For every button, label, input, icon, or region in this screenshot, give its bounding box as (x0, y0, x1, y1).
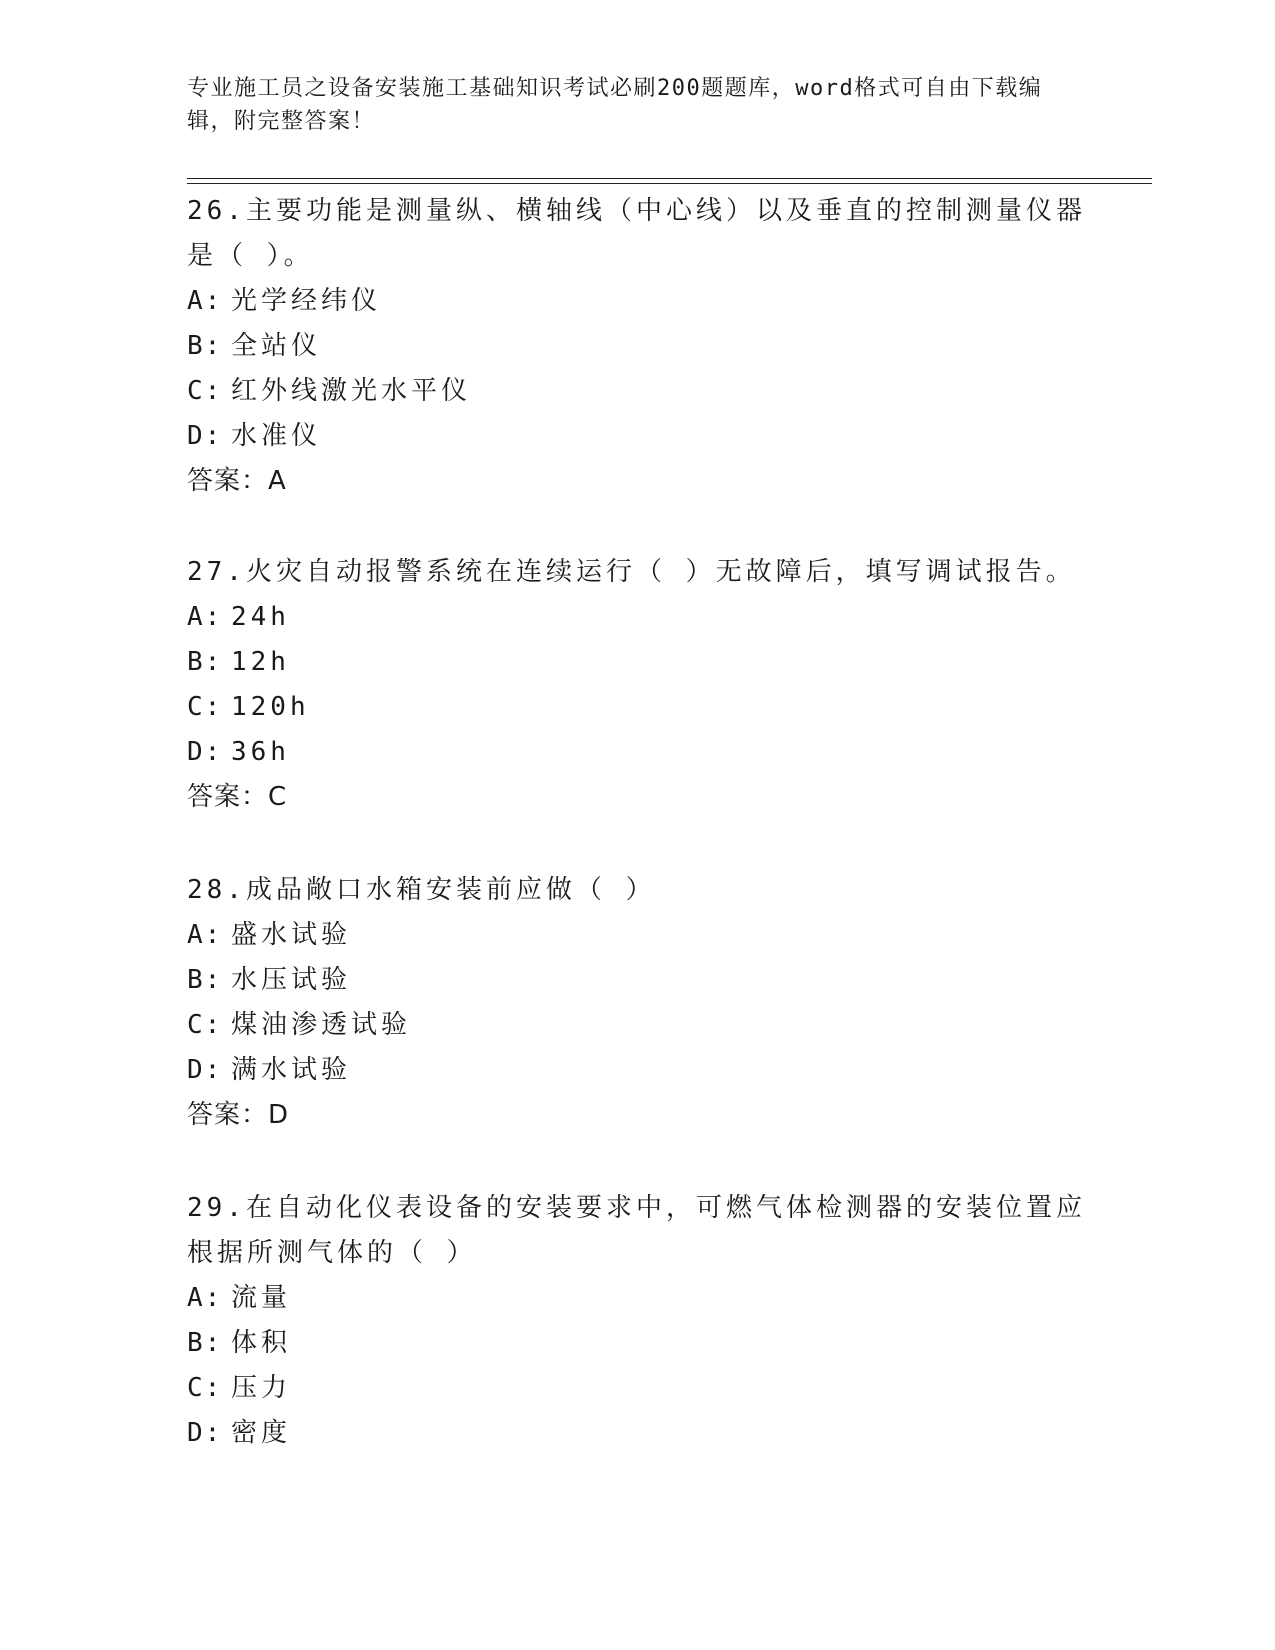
option-b (187, 640, 1087, 685)
header-divider-top (187, 178, 1152, 179)
option-d (187, 730, 1087, 775)
option-letter: A: (187, 286, 223, 316)
question-29 (187, 1186, 1087, 1456)
answer-label: 答案： (187, 782, 269, 812)
header-divider-bottom (187, 183, 1152, 184)
option-letter: A: (187, 602, 223, 632)
option-letter: D: (187, 421, 223, 451)
option-c (187, 685, 1087, 730)
answer-line (187, 459, 1087, 504)
option-d (187, 1411, 1087, 1456)
option-text: 12h (231, 647, 290, 677)
option-letter: B: (187, 965, 223, 995)
question-stem: 26.主要功能是测量纵、横轴线（中心线）以及垂直的控制测量仪器是（ ）。 (187, 196, 1086, 271)
document-header: 专业施工员之设备安装施工基础知识考试必刷200题题库，word格式可自由下载编辑，附完整答案！ (187, 76, 1043, 134)
question-stem: 28.成品敞口水箱安装前应做（ ） (187, 875, 656, 905)
option-a (187, 913, 1087, 958)
option-b (187, 324, 1087, 369)
option-text: 24h (231, 602, 290, 632)
answer-label: 答案： (187, 1100, 269, 1130)
question-28 (187, 868, 1087, 1138)
option-text: 水准仪 (231, 421, 322, 451)
answer-value: C (268, 782, 288, 812)
option-b (187, 1321, 1087, 1366)
option-text: 压力 (231, 1373, 292, 1403)
question-stem: 27.火灾自动报警系统在连续运行（ ）无故障后，填写调试报告。 (187, 557, 1076, 587)
option-text: 36h (231, 737, 290, 767)
option-letter: D: (187, 1418, 223, 1448)
option-b (187, 958, 1087, 1003)
question-27 (187, 550, 1087, 820)
option-text: 流量 (231, 1283, 292, 1313)
option-d (187, 1048, 1087, 1093)
question-26 (187, 189, 1087, 504)
option-text: 满水试验 (231, 1055, 352, 1085)
option-text: 煤油渗透试验 (231, 1010, 412, 1040)
option-text: 全站仪 (231, 331, 322, 361)
option-c (187, 369, 1087, 414)
option-a (187, 1276, 1087, 1321)
option-c (187, 1366, 1087, 1411)
option-letter: C: (187, 1010, 223, 1040)
option-letter: C: (187, 1373, 223, 1403)
option-letter: A: (187, 920, 223, 950)
option-letter: B: (187, 331, 223, 361)
answer-line (187, 775, 1087, 820)
option-d (187, 414, 1087, 459)
answer-label: 答案： (187, 466, 269, 496)
option-text: 红外线激光水平仪 (231, 376, 472, 406)
option-text: 光学经纬仪 (231, 286, 382, 316)
option-text: 水压试验 (231, 965, 352, 995)
option-letter: D: (187, 1055, 223, 1085)
answer-line (187, 1093, 1087, 1138)
answer-value: D (268, 1100, 290, 1130)
answer-value: A (268, 466, 287, 496)
option-a (187, 279, 1087, 324)
question-stem: 29.在自动化仪表设备的安装要求中，可燃气体检测器的安装位置应根据所测气体的（ ） (187, 1193, 1086, 1268)
option-text: 体积 (231, 1328, 292, 1358)
option-letter: C: (187, 692, 223, 722)
option-letter: C: (187, 376, 223, 406)
option-c (187, 1003, 1087, 1048)
option-a (187, 595, 1087, 640)
option-letter: A: (187, 1283, 223, 1313)
option-text: 120h (231, 692, 310, 722)
option-text: 盛水试验 (231, 920, 352, 950)
option-text: 密度 (231, 1418, 292, 1448)
option-letter: B: (187, 647, 223, 677)
option-letter: D: (187, 737, 223, 767)
option-letter: B: (187, 1328, 223, 1358)
